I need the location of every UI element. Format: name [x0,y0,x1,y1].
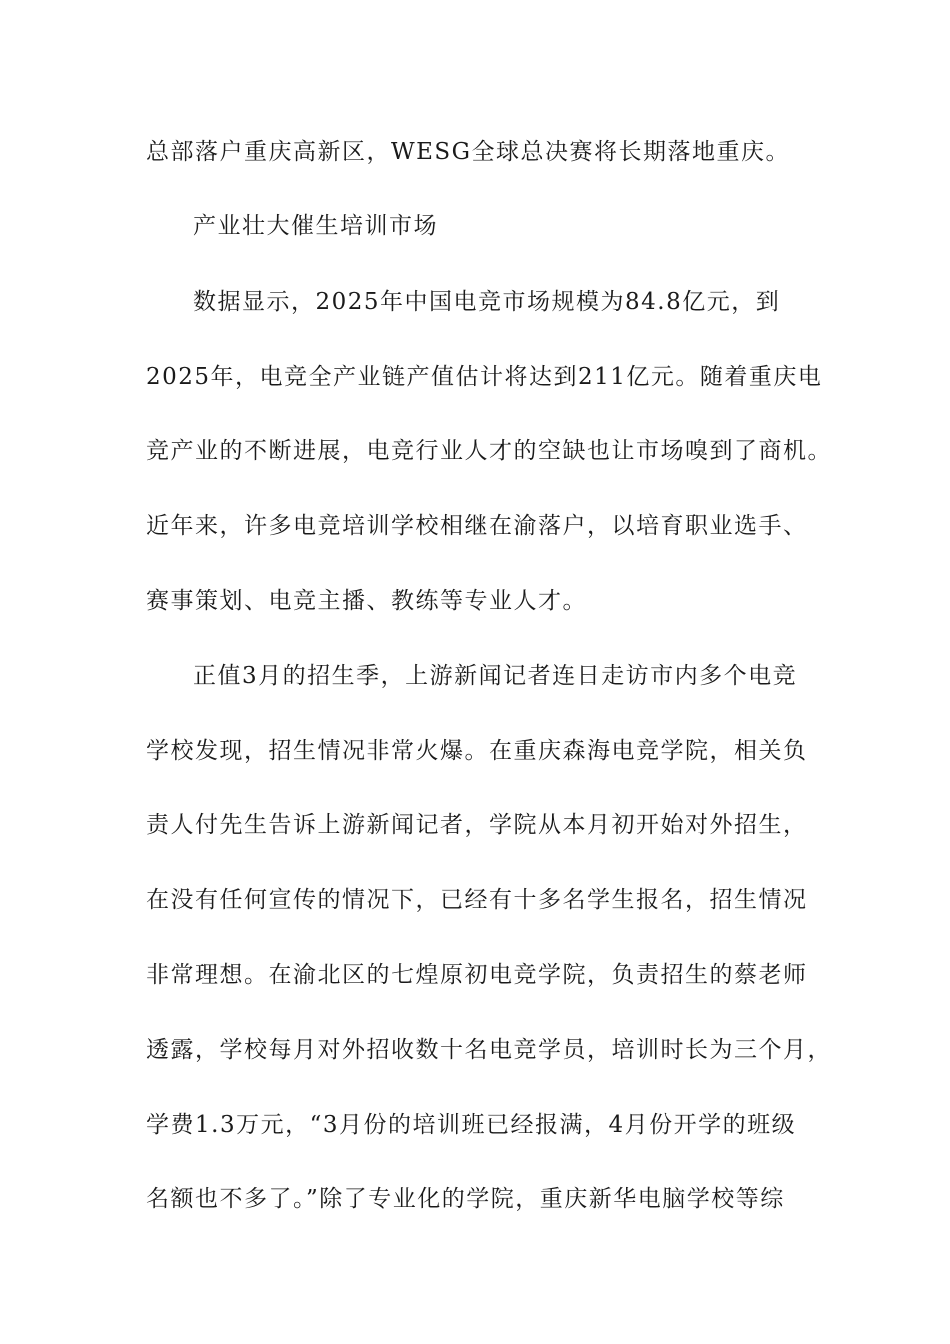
paragraph-line: 名额也不多了。”除了专业化的学院，重庆新华电脑学校等综 [146,1186,785,1212]
paragraph-line: 学校发现，招生情况非常火爆。在重庆森海电竞学院，相关负 [146,738,808,764]
paragraph-line: 学费1.3万元，“3月份的培训班已经报满，4月份开学的班级 [146,1112,797,1138]
paragraph-line: 近年来，许多电竞培训学校相继在渝落户，以培育职业选手、 [146,513,808,539]
paragraph-line: 责人付先生告诉上游新闻记者，学院从本月初开始对外招生， [146,812,808,838]
paragraph-line: 数据显示，2025年中国电竞市场规模为84.8亿元，到 [193,289,781,315]
paragraph-line: 透露，学校每月对外招收数十名电竞学员，培训时长为三个月， [146,1037,832,1063]
paragraph-line: 正值3月的招生季，上游新闻记者连日走访市内多个电竞 [193,663,798,689]
paragraph-line: 竞产业的不断进展，电竞行业人才的空缺也让市场嗅到了商机。 [146,438,832,464]
paragraph-line: 非常理想。在渝北区的七煌原初电竞学院，负责招生的蔡老师 [146,962,808,988]
paragraph-line: 总部落户重庆高新区，WESG全球总决赛将长期落地重庆。 [146,139,791,165]
section-heading: 产业壮大催生培训市场 [193,213,438,239]
paragraph-line: 2025年，电竞全产业链产值估计将达到211亿元。随着重庆电 [146,364,823,390]
paragraph-line: 赛事策划、电竞主播、教练等专业人才。 [146,588,587,614]
paragraph-line: 在没有任何宣传的情况下，已经有十多名学生报名，招生情况 [146,887,808,913]
